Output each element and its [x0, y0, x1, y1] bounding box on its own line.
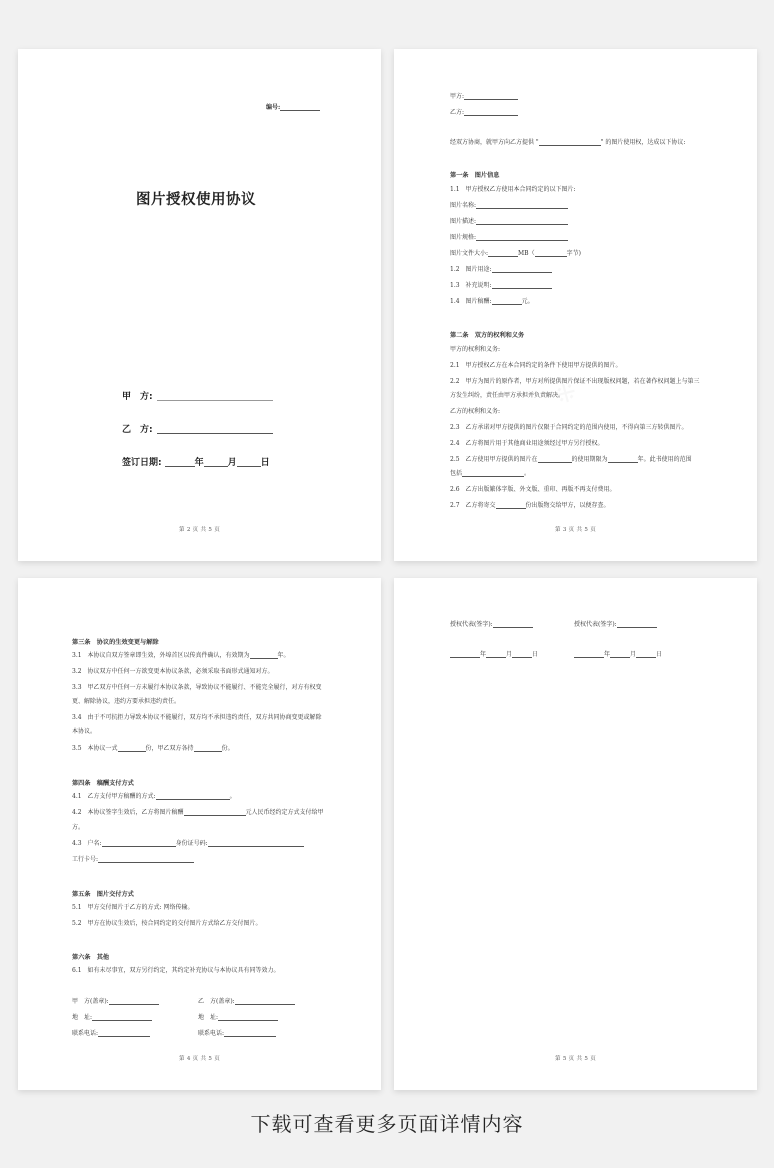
blank [92, 1015, 152, 1021]
blank [464, 94, 518, 100]
label: 联系电话: [198, 1030, 225, 1037]
day-label: 日 [656, 651, 663, 658]
label: 4.1 乙方支付甲方稿酬的方式: [72, 793, 156, 800]
label: 2.5 乙方使用甲方提供的图片在 [450, 456, 538, 463]
label: 份，甲乙双方各持 [145, 745, 194, 752]
month-blank [204, 458, 228, 467]
label: 元。 [521, 298, 534, 305]
day-blank [237, 458, 261, 467]
blank [608, 457, 638, 463]
label: 包括 [450, 470, 463, 477]
label: 甲 方(盖章): [72, 998, 109, 1005]
sig-b-line [198, 999, 295, 1005]
label: 4.3 户名: [72, 840, 102, 847]
blank [118, 746, 146, 752]
a-rights-label: 甲方的权利和义务: [450, 346, 501, 353]
party-a-label: 甲 方: [122, 392, 153, 402]
clause-2-4: 2.4 乙方将图片用于其他商业用途须经过甲方另行授权。 [450, 440, 604, 447]
clause-5-1: 5.1 甲方交付图片于乙方的方式: 网络传输。 [72, 904, 194, 911]
blank [464, 110, 518, 116]
party-b-label: 乙方: [450, 109, 465, 116]
blank [208, 841, 304, 847]
document-page-5 [394, 578, 757, 1090]
rep-b-line [574, 622, 657, 628]
blank [462, 471, 524, 477]
page-footer: 第 5 页 共 5 页 [554, 1056, 597, 1062]
section-5-title: 第五条 图片交付方式 [72, 891, 134, 898]
year-label: 年 [604, 651, 611, 658]
blank [98, 857, 194, 863]
label: 。 [229, 793, 236, 800]
label: 1.2 图片用途: [450, 266, 492, 273]
pic-name-line [450, 203, 568, 209]
label: 3.5 本协议一式 [72, 745, 118, 752]
label: 。 [524, 470, 531, 477]
number-label: 编号: [266, 104, 281, 111]
blank [224, 1031, 276, 1037]
pic-desc-line [450, 219, 568, 225]
clause-2-6: 2.6 乙方出版繁体字版、外文版、重印、再版不再支付费用。 [450, 486, 616, 493]
label: 授权代表(签字): [450, 621, 493, 628]
party-a-blank [157, 392, 273, 401]
document-page-3 [394, 49, 757, 561]
bank-card-line [72, 857, 194, 863]
clause-2-2b: 方发生纠纷，责任由甲方承担并负责解决。 [450, 392, 565, 399]
label: 授权代表(签字): [574, 621, 617, 628]
page-footer: 第 3 页 共 5 页 [554, 527, 597, 533]
clause-3-5 [72, 746, 234, 752]
clause-2-1: 2.1 甲方授权乙方在本合同约定的条件下使用甲方提供的图片。 [450, 362, 622, 369]
clause-1-3 [450, 283, 552, 289]
year-label: 年 [194, 458, 204, 468]
date-a-line [450, 652, 538, 658]
clause-1-2 [450, 267, 552, 273]
pic-spec-line [450, 235, 568, 241]
blank [496, 503, 526, 509]
blank [492, 299, 522, 305]
label: 4.2 本协议签字生效后，乙方将图片稿酬 [72, 809, 184, 816]
clause-6-1: 6.1 如有未尽事宜，双方另行约定，其约定补充协议与本协议具有同等效力。 [72, 967, 280, 974]
label: 图片规格: [450, 234, 477, 241]
blank [574, 652, 604, 658]
label: 2.7 乙方将寄交 [450, 502, 496, 509]
label: 工行卡号: [72, 856, 99, 863]
section-3-title: 第三条 协议的生效变更与解除 [72, 639, 159, 646]
blank [538, 457, 572, 463]
party-b-field [122, 422, 273, 435]
month-label: 月 [227, 458, 237, 468]
blank [492, 283, 552, 289]
blank [535, 251, 567, 257]
blank [617, 622, 657, 628]
party-a-line [450, 94, 518, 100]
addr-a-line [72, 1015, 152, 1021]
party-a-field [122, 389, 273, 402]
blank [450, 652, 480, 658]
label: 年。此书使用的范围 [637, 456, 692, 463]
blank [476, 219, 568, 225]
clause-5-2: 5.2 甲方在协议生效后，按合同约定的交付图片方式给乙方交付图片。 [72, 920, 262, 927]
blank [488, 251, 518, 257]
clause-3-3b: 更、解除协议，违约方要承担违约责任。 [72, 698, 181, 705]
clause-4-3 [72, 841, 304, 847]
clause-2-3: 2.3 乙方承诺对甲方提供的图片仅限于合同约定的范围内使用，不得向第三方转供图片。 [450, 424, 688, 431]
label: 份出版物交给甲方，以便存查。 [525, 502, 610, 509]
b-rights-label: 乙方的权利和义务: [450, 408, 501, 415]
party-a-label: 甲方: [450, 93, 465, 100]
clause-3-1 [72, 653, 290, 659]
blank [184, 810, 246, 816]
month-label: 月 [630, 651, 637, 658]
year-label: 年 [480, 651, 487, 658]
sign-date-field [122, 455, 270, 468]
page-footer: 第 2 页 共 5 页 [178, 527, 221, 533]
blank [492, 267, 552, 273]
blank [636, 652, 656, 658]
label: 字节) [566, 250, 581, 257]
label: 年。 [277, 652, 290, 659]
label: 图片文件大小: [450, 250, 489, 257]
clause-4-1 [72, 794, 236, 800]
label: 地 址: [72, 1014, 93, 1021]
clause-3-4b: 本协议。 [72, 728, 97, 735]
label: 1.3 补充说明: [450, 282, 492, 289]
blank [235, 999, 295, 1005]
blank [194, 746, 222, 752]
intro-text: 经双方协商，就甲方向乙方提供 " [450, 139, 539, 146]
clause-4-2a [72, 810, 324, 816]
clause-3-3a: 3.3 甲乙双方中任何一方未履行本协议条款，导致协议不能履行、不能完全履行，对方有权变 [72, 684, 322, 691]
clause-2-5a [450, 457, 692, 463]
blank [476, 203, 568, 209]
section-1-title: 第一条 图片信息 [450, 172, 500, 179]
sig-a-line [72, 999, 159, 1005]
clause-3-2: 3.2 协议双方中任何一方欲变更本协议条款，必须采取书面形式通知对方。 [72, 668, 274, 675]
intro-line [450, 140, 685, 146]
blank [98, 1031, 150, 1037]
number-field [266, 105, 320, 111]
clause-2-5b [450, 471, 530, 477]
blank [486, 652, 506, 658]
blank [610, 652, 630, 658]
number-blank [280, 105, 320, 111]
blank [156, 794, 230, 800]
blank [512, 652, 532, 658]
blank [250, 653, 278, 659]
label: 乙 方(盖章): [198, 998, 235, 1005]
label: 份。 [221, 745, 234, 752]
sign-date-label: 签订日期: [122, 458, 162, 468]
download-caption: 下载可查看更多页面详情内容 [250, 1112, 524, 1136]
month-label: 月 [506, 651, 513, 658]
blank [218, 1015, 278, 1021]
label: 身份证号码: [175, 840, 208, 847]
document-page-4 [18, 578, 381, 1090]
date-b-line [574, 652, 662, 658]
section-2-title: 第二条 双方的权利和义务 [450, 332, 525, 339]
clause-3-4a: 3.4 由于不可抗拒力导致本协议不能履行，双方均不承担违约责任，双方共同协商变更或解除 [72, 714, 322, 721]
phone-b-line [198, 1031, 276, 1037]
year-blank [165, 458, 195, 467]
day-label: 日 [532, 651, 539, 658]
label: 3.1 本协议自双方签章即生效，外埠首区以传真件确认，有效期为 [72, 652, 250, 659]
party-b-label: 乙 方: [122, 425, 153, 435]
label: 图片描述: [450, 218, 477, 225]
party-b-line [450, 110, 518, 116]
label: 联系电话: [72, 1030, 99, 1037]
blank [539, 140, 601, 146]
clause-2-7 [450, 503, 610, 509]
label: 地 址: [198, 1014, 219, 1021]
page-title: 图片授权使用协议 [136, 192, 256, 208]
blank [102, 841, 176, 847]
intro-text: " 的图片使用权，达成以下协议: [600, 139, 686, 146]
blank [493, 622, 533, 628]
clause-1-1: 1.1 甲方授权乙方使用本合同约定的以下图片: [450, 186, 576, 193]
phone-a-line [72, 1031, 150, 1037]
clause-4-2b: 方。 [72, 824, 85, 831]
label: 图片名称: [450, 202, 477, 209]
label: MB（ [518, 250, 535, 257]
section-6-title: 第六条 其他 [72, 954, 110, 961]
rep-a-line [450, 622, 533, 628]
clause-2-2a: 2.2 甲方为图片的原作者，甲方对所提供图片保证不出现版权问题，若在著作权问题上与第三 [450, 378, 700, 385]
clause-1-4 [450, 299, 534, 305]
label: 的使用期限为 [571, 456, 608, 463]
page-footer: 第 4 页 共 5 页 [178, 1056, 221, 1062]
party-b-blank [157, 425, 273, 434]
label: 元人民币经约定方式支付给甲 [245, 809, 324, 816]
blank [476, 235, 568, 241]
file-size-line [450, 251, 581, 257]
blank [109, 999, 159, 1005]
document-page-2 [18, 49, 381, 561]
label: 1.4 图片稿酬: [450, 298, 492, 305]
section-4-title: 第四条 稿酬支付方式 [72, 780, 134, 787]
day-label: 日 [260, 458, 270, 468]
addr-b-line [198, 1015, 278, 1021]
